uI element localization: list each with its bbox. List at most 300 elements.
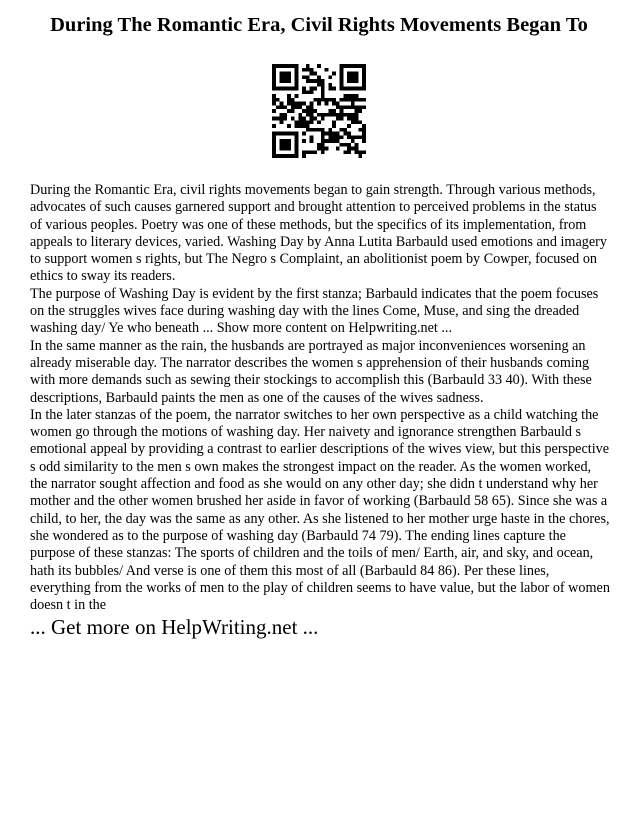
- qr-module: [306, 109, 310, 113]
- qr-module: [276, 154, 280, 158]
- qr-module: [280, 132, 284, 136]
- qr-module: [280, 139, 284, 143]
- body-paragraph-4: In the later stanzas of the poem, the narrator switches to her own perspective as a child watching the women go through the motions of washing day. Her naivety and ignorance strengthen Barbauld s emotional appeal by providing a contrast to earlier descriptions of the wives view, but this perspective s odd similarity to the men s own makes the strongest impact on the reader. As the women worked, the narrator sought affection and food as she would on any other day; she didn t understand why her mother and the other women brushed her aside in favor of working (Barbauld 58 65). Since she was a child, to her, the day was the same as any other. As she listened to her mother urge haste in the chores, she wondered as to the purpose of washing day (Barbauld 74 79). The ending lines capture the purpose of these stanzas: The sports of children and the toils of men/ Earth, air, and sky, and ocean, hath its bubbles/ And verse is one of them this most of all (Barbauld 84 86). Per these lines, everything from the works of men to the play of children seems to have value, but the labor of women doesn t in the: [30, 406, 610, 614]
- qr-module: [332, 87, 336, 91]
- qr-module: [362, 64, 366, 68]
- qr-module: [340, 98, 344, 102]
- qr-module: [317, 102, 321, 106]
- qr-module: [306, 90, 310, 94]
- qr-module: [272, 124, 276, 128]
- qr-module: [351, 135, 355, 139]
- qr-module: [302, 139, 306, 143]
- qr-module: [317, 128, 321, 132]
- qr-module: [343, 132, 347, 136]
- qr-module: [302, 90, 306, 94]
- qr-module: [355, 75, 359, 79]
- qr-module: [347, 75, 351, 79]
- qr-module: [283, 87, 287, 91]
- qr-module: [291, 87, 295, 91]
- qr-module: [328, 109, 332, 113]
- qr-module: [287, 94, 291, 98]
- qr-module: [291, 109, 295, 113]
- qr-module: [325, 147, 329, 151]
- qr-module: [358, 154, 362, 158]
- qr-module: [336, 105, 340, 109]
- get-more-link[interactable]: ... Get more on HelpWriting.net ...: [30, 615, 319, 639]
- qr-module: [362, 75, 366, 79]
- qr-module: [362, 135, 366, 139]
- qr-module: [283, 147, 287, 151]
- qr-module: [355, 105, 359, 109]
- qr-module: [362, 83, 366, 87]
- qr-module: [351, 79, 355, 83]
- qr-module: [358, 120, 362, 124]
- qr-module: [355, 150, 359, 154]
- qr-module: [351, 113, 355, 117]
- qr-module: [351, 94, 355, 98]
- qr-module: [291, 154, 295, 158]
- qr-module: [355, 135, 359, 139]
- qr-module: [306, 105, 310, 109]
- qr-module: [287, 64, 291, 68]
- qr-module: [295, 102, 299, 106]
- qr-module: [306, 75, 310, 79]
- qr-module: [362, 72, 366, 76]
- qr-module: [355, 98, 359, 102]
- qr-module: [332, 132, 336, 136]
- qr-module: [340, 72, 344, 76]
- qr-module: [283, 105, 287, 109]
- qr-module: [313, 109, 317, 113]
- qr-module: [321, 83, 325, 87]
- qr-module: [287, 109, 291, 113]
- qr-module: [310, 105, 314, 109]
- qr-module: [280, 113, 284, 117]
- qr-module: [362, 139, 366, 143]
- qr-module: [283, 79, 287, 83]
- qr-module: [328, 87, 332, 91]
- qr-module: [347, 135, 351, 139]
- qr-module: [336, 132, 340, 136]
- qr-module: [343, 105, 347, 109]
- qr-module: [272, 150, 276, 154]
- qr-module: [283, 132, 287, 136]
- qr-module: [313, 72, 317, 76]
- qr-module: [306, 68, 310, 72]
- qr-module: [358, 87, 362, 91]
- qr-module: [287, 75, 291, 79]
- qr-module: [272, 154, 276, 158]
- qr-module: [321, 87, 325, 91]
- qr-module: [343, 98, 347, 102]
- qr-module: [295, 64, 299, 68]
- qr-module: [355, 94, 359, 98]
- qr-module: [325, 98, 329, 102]
- qr-module: [272, 139, 276, 143]
- qr-module: [362, 68, 366, 72]
- qr-module: [325, 132, 329, 136]
- qr-module: [295, 132, 299, 136]
- qr-module: [283, 143, 287, 147]
- qr-module: [276, 132, 280, 136]
- qr-module: [355, 120, 359, 124]
- qr-module: [347, 117, 351, 121]
- qr-module: [321, 139, 325, 143]
- qr-module: [355, 143, 359, 147]
- qr-module: [362, 79, 366, 83]
- qr-module: [302, 75, 306, 79]
- qr-module: [302, 154, 306, 158]
- qr-module: [287, 102, 291, 106]
- qr-module: [321, 147, 325, 151]
- qr-module: [295, 75, 299, 79]
- qr-module: [276, 64, 280, 68]
- qr-module: [362, 87, 366, 91]
- qr-module: [317, 83, 321, 87]
- qr-module: [336, 113, 340, 117]
- qr-module: [272, 109, 276, 113]
- qr-module: [295, 139, 299, 143]
- qr-module: [310, 79, 314, 83]
- qr-module: [358, 64, 362, 68]
- qr-module: [358, 105, 362, 109]
- qr-module: [340, 117, 344, 121]
- qr-module: [325, 102, 329, 106]
- qr-module: [347, 105, 351, 109]
- qr-module: [321, 135, 325, 139]
- qr-module: [310, 117, 314, 121]
- qr-module: [306, 79, 310, 83]
- qr-module: [343, 128, 347, 132]
- qr-module: [317, 79, 321, 83]
- qr-module: [343, 150, 347, 154]
- qr-module: [283, 154, 287, 158]
- qr-module: [328, 83, 332, 87]
- qr-module: [362, 98, 366, 102]
- qr-module: [306, 113, 310, 117]
- qr-module: [351, 117, 355, 121]
- qr-module: [310, 87, 314, 91]
- qr-module: [351, 64, 355, 68]
- qr-module: [272, 147, 276, 151]
- qr-module: [321, 113, 325, 117]
- qr-module: [302, 109, 306, 113]
- qr-module: [291, 132, 295, 136]
- qr-module: [347, 150, 351, 154]
- qr-module: [295, 147, 299, 151]
- qr-module: [321, 150, 325, 154]
- qr-module: [313, 98, 317, 102]
- qr-module: [332, 109, 336, 113]
- qr-module: [295, 87, 299, 91]
- qr-module: [321, 128, 325, 132]
- qr-module: [340, 105, 344, 109]
- qr-module: [340, 135, 344, 139]
- qr-module: [351, 98, 355, 102]
- qr-module: [287, 72, 291, 76]
- qr-module: [272, 64, 276, 68]
- qr-module: [332, 135, 336, 139]
- document-body: [30, 182, 610, 614]
- qr-module: [362, 132, 366, 136]
- qr-module: [295, 79, 299, 83]
- qr-module: [340, 75, 344, 79]
- qr-module: [317, 98, 321, 102]
- qr-module: [280, 120, 284, 124]
- qr-module: [272, 83, 276, 87]
- qr-module: [313, 128, 317, 132]
- qr-module: [332, 72, 336, 76]
- qr-module: [272, 79, 276, 83]
- qr-module: [332, 98, 336, 102]
- qr-module: [328, 132, 332, 136]
- qr-module: [351, 72, 355, 76]
- qr-module: [317, 75, 321, 79]
- qr-module: [291, 64, 295, 68]
- qr-module: [313, 87, 317, 91]
- qr-module: [362, 124, 366, 128]
- qr-module: [310, 113, 314, 117]
- qr-module: [317, 120, 321, 124]
- qr-module: [332, 139, 336, 143]
- qr-module: [325, 68, 329, 72]
- qr-module: [302, 120, 306, 124]
- body-paragraph-1: During the Romantic Era, civil rights movements began to gain strength. Through various methods, advocates of such causes garnered support and brought attention to perceived problems in the status of various peoples. Poetry was one of these methods, but the specifics of its implementation, from appeals to literary devices, varied. Washing Day by Anna Lutita Barbauld used emotions and imagery to support women s rights, but The Negro s Complaint, an abolitionist poem by Cowper, focused on ethics to sway its readers.: [30, 182, 607, 285]
- qr-module: [321, 94, 325, 98]
- qr-module: [280, 143, 284, 147]
- qr-module: [302, 117, 306, 121]
- qr-module: [310, 135, 314, 139]
- qr-module: [355, 87, 359, 91]
- qr-module: [313, 150, 317, 154]
- qr-module: [310, 120, 314, 124]
- qr-module: [321, 98, 325, 102]
- qr-module: [280, 79, 284, 83]
- qr-module: [291, 102, 295, 106]
- qr-module: [355, 79, 359, 83]
- qr-module: [287, 87, 291, 91]
- qr-module: [358, 135, 362, 139]
- qr-module: [351, 120, 355, 124]
- qr-module: [328, 139, 332, 143]
- qr-module: [347, 113, 351, 117]
- qr-module: [347, 94, 351, 98]
- qr-module: [287, 79, 291, 83]
- qr-module: [298, 113, 302, 117]
- qr-module: [340, 87, 344, 91]
- qr-module: [280, 75, 284, 79]
- qr-module: [272, 135, 276, 139]
- qr-module: [287, 154, 291, 158]
- qr-module: [325, 139, 329, 143]
- qr-module: [310, 128, 314, 132]
- qr-module: [298, 117, 302, 121]
- qr-module: [362, 105, 366, 109]
- qr-module: [351, 87, 355, 91]
- qr-module: [343, 87, 347, 91]
- qr-module: [306, 120, 310, 124]
- qr-module: [276, 87, 280, 91]
- qr-module: [302, 150, 306, 154]
- qr-module: [321, 117, 325, 121]
- qr-module: [332, 120, 336, 124]
- qr-module: [295, 94, 299, 98]
- qr-module: [272, 87, 276, 91]
- qr-module: [295, 124, 299, 128]
- qr-module: [295, 154, 299, 158]
- qr-module: [347, 124, 351, 128]
- qr-module: [313, 117, 317, 121]
- qr-module: [362, 128, 366, 132]
- qr-module: [272, 143, 276, 147]
- qr-code-icon: [272, 64, 366, 158]
- qr-module: [336, 147, 340, 151]
- qr-module: [291, 117, 295, 121]
- qr-module: [306, 150, 310, 154]
- qr-module: [283, 139, 287, 143]
- qr-module: [355, 72, 359, 76]
- qr-module: [302, 102, 306, 106]
- qr-module: [272, 72, 276, 76]
- qr-module: [347, 132, 351, 136]
- qr-module: [351, 139, 355, 143]
- qr-module: [310, 90, 314, 94]
- qr-module: [340, 143, 344, 147]
- body-paragraph-2: The purpose of Washing Day is evident by the first stanza; Barbauld indicates that the poem focuses on the struggles wives face during washing day with the lines Come, Muse, and sing the dreaded washing day/ Ye who beneath ... Show more content on Helpwriting.net ...: [30, 285, 599, 337]
- qr-module: [313, 79, 317, 83]
- qr-module: [321, 79, 325, 83]
- qr-module: [295, 68, 299, 72]
- qr-module: [280, 147, 284, 151]
- qr-module: [328, 75, 332, 79]
- qr-module: [276, 105, 280, 109]
- qr-module: [295, 143, 299, 147]
- qr-module: [351, 105, 355, 109]
- qr-module: [321, 90, 325, 94]
- qr-module: [332, 102, 336, 106]
- qr-module: [280, 102, 284, 106]
- qr-module: [287, 147, 291, 151]
- qr-module: [298, 124, 302, 128]
- qr-module: [328, 98, 332, 102]
- qr-module: [343, 94, 347, 98]
- qr-module: [355, 113, 359, 117]
- qr-module: [272, 132, 276, 136]
- qr-module: [276, 117, 280, 121]
- qr-module: [328, 135, 332, 139]
- qr-module: [272, 68, 276, 72]
- qr-module: [306, 64, 310, 68]
- qr-module: [295, 120, 299, 124]
- qr-module: [355, 109, 359, 113]
- qr-module: [272, 98, 276, 102]
- qr-module: [340, 79, 344, 83]
- qr-module: [283, 113, 287, 117]
- qr-module: [355, 147, 359, 151]
- qr-module: [287, 132, 291, 136]
- qr-module: [302, 87, 306, 91]
- qr-module: [280, 64, 284, 68]
- qr-module: [302, 132, 306, 136]
- qr-module: [336, 102, 340, 106]
- qr-module: [310, 72, 314, 76]
- qr-module: [291, 98, 295, 102]
- qr-module: [340, 109, 344, 113]
- qr-module: [295, 135, 299, 139]
- qr-module: [317, 147, 321, 151]
- qr-module: [347, 147, 351, 151]
- qr-module: [347, 143, 351, 147]
- qr-module: [340, 83, 344, 87]
- qr-module: [325, 113, 329, 117]
- qr-module: [343, 113, 347, 117]
- qr-module: [358, 150, 362, 154]
- qr-module: [295, 83, 299, 87]
- qr-module: [317, 143, 321, 147]
- qr-module: [298, 102, 302, 106]
- qr-module: [336, 135, 340, 139]
- qr-module: [298, 120, 302, 124]
- qr-module: [295, 105, 299, 109]
- qr-module: [310, 68, 314, 72]
- qr-module: [280, 117, 284, 121]
- qr-module: [362, 150, 366, 154]
- qr-module: [340, 128, 344, 132]
- qr-module: [287, 143, 291, 147]
- qr-module: [306, 124, 310, 128]
- qr-module: [355, 117, 359, 121]
- qr-module: [310, 109, 314, 113]
- qr-module: [347, 64, 351, 68]
- qr-module: [283, 64, 287, 68]
- qr-module: [280, 105, 284, 109]
- qr-module: [340, 113, 344, 117]
- qr-module: [332, 124, 336, 128]
- qr-module: [306, 128, 310, 132]
- qr-module: [280, 154, 284, 158]
- qr-module: [317, 64, 321, 68]
- qr-module: [347, 72, 351, 76]
- qr-module: [272, 94, 276, 98]
- qr-module: [321, 132, 325, 136]
- qr-module: [287, 124, 291, 128]
- qr-module: [276, 98, 280, 102]
- qr-module: [287, 98, 291, 102]
- qr-module: [291, 105, 295, 109]
- qr-module: [272, 75, 276, 79]
- qr-module: [336, 139, 340, 143]
- qr-module: [351, 75, 355, 79]
- qr-module: [310, 139, 314, 143]
- qr-module: [336, 117, 340, 121]
- qr-module: [340, 68, 344, 72]
- qr-module: [310, 102, 314, 106]
- qr-module: [343, 64, 347, 68]
- qr-module: [283, 75, 287, 79]
- qr-module: [358, 109, 362, 113]
- qr-module: [321, 143, 325, 147]
- qr-module: [328, 128, 332, 132]
- qr-module: [347, 79, 351, 83]
- body-paragraph-3: In the same manner as the rain, the husbands are portrayed as major inconveniences worsening an already miserable day. The narrator describes the women s apprehension of their husbands coming with more demands such as sewing their stockings to accomplish this (Barbauld 33 40). With these descriptions, Barbauld paints the men as one of the causes of the wives sadness.: [30, 337, 592, 406]
- qr-module: [280, 72, 284, 76]
- qr-module: [295, 150, 299, 154]
- qr-module: [272, 117, 276, 121]
- document-title: During The Romantic Era, Civil Rights Movements Began To: [50, 14, 588, 36]
- qr-module: [347, 98, 351, 102]
- qr-module: [310, 150, 314, 154]
- qr-module: [302, 124, 306, 128]
